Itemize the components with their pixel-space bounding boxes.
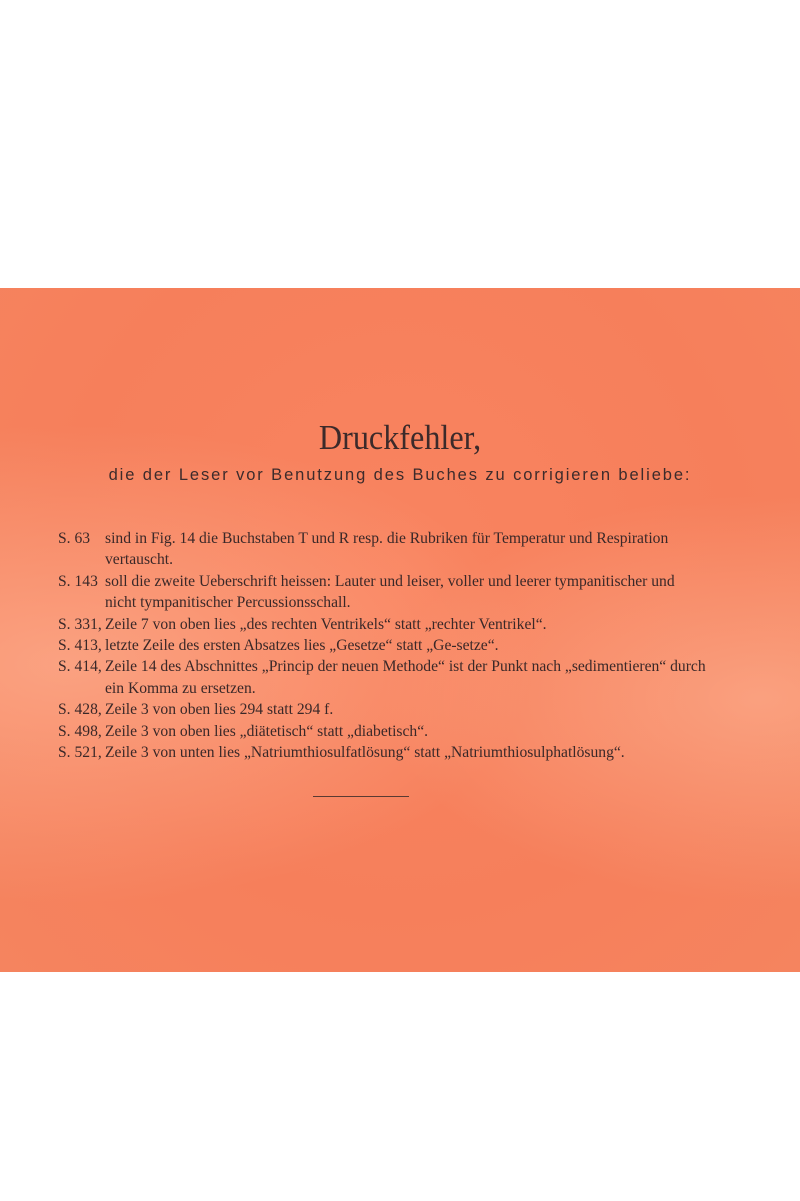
errata-entry [58, 528, 708, 571]
correction-text: sind in Fig. 14 die Buchstaben T und R resp. die Rubriken für Temperatur und Respiration vertauscht. [105, 530, 669, 569]
page-subtitle: die der Leser vor Benutzung des Buches zu corrigieren beliebe: [108, 466, 692, 484]
page-reference: S. 331, [58, 615, 102, 633]
errata-entry [58, 742, 708, 763]
correction-text: Zeile 7 von oben lies „des rechten Ventrikels“ statt „rechter Ventrikel“. [105, 615, 547, 633]
page-title: Druckfehler, [318, 418, 482, 457]
errata-entry [58, 721, 708, 742]
correction-text: soll die zweite Ueberschrift heissen: Lauter und leiser, voller und leerer tympanitischer und nicht tympanitischer Percussionsschall. [105, 572, 675, 612]
closing-rule [313, 796, 409, 797]
page-reference: S. 63 [58, 530, 91, 547]
page-reference: S. 414, [58, 658, 102, 676]
errata-sheet [0, 288, 800, 972]
correction-text: Zeile 3 von oben lies „diätetisch“ statt „diabetisch“. [105, 722, 429, 740]
errata-list [58, 528, 708, 763]
correction-text: Zeile 14 des Abschnittes „Princip der neuen Methode“ ist der Punkt nach „sedimentieren“ durch ein Komma zu ersetzen. [105, 658, 706, 697]
page-reference: S. 498, [58, 722, 102, 740]
page-reference: S. 428, [58, 701, 102, 719]
page-reference: S. 413, [58, 637, 102, 655]
errata-entry [58, 571, 708, 614]
errata-entry [58, 614, 708, 635]
page-reference: S. 521, [58, 744, 102, 762]
errata-entry [58, 635, 708, 656]
correction-text: Zeile 3 von unten lies „Natriumthiosulfatlösung“ statt „Natriumthiosulphatlösung“. [105, 744, 625, 762]
errata-entry [58, 699, 708, 720]
errata-entry [58, 656, 708, 699]
correction-text: Zeile 3 von oben lies 294 statt 294 f. [105, 701, 334, 719]
page-reference: S. 143 [58, 572, 98, 590]
correction-text: letzte Zeile des ersten Absatzes lies „Gesetze“ statt „Ge-setze“. [105, 637, 499, 655]
